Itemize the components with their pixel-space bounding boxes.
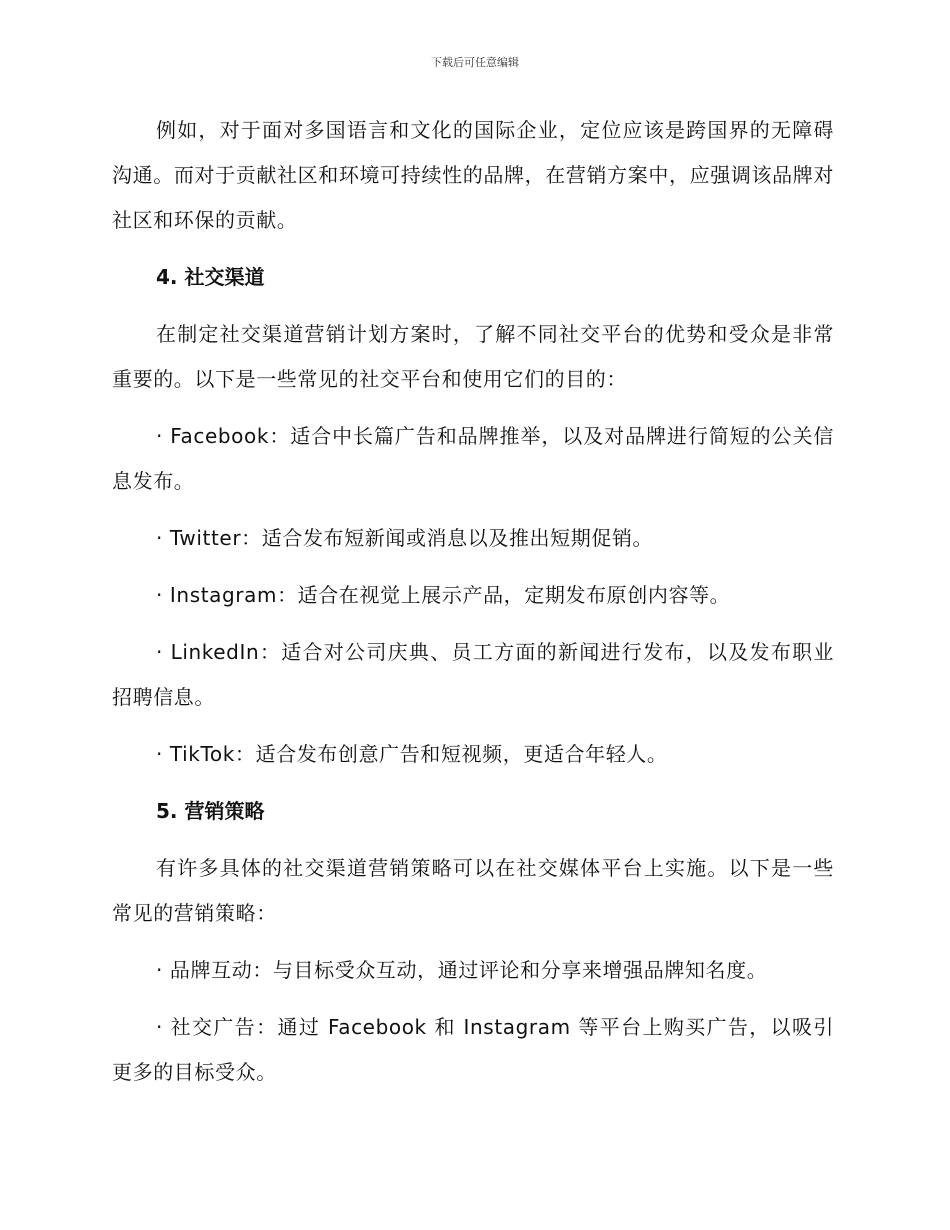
bullet-twitter: · Twitter：适合发布短新闻或消息以及推出短期促销。	[156, 526, 654, 550]
paragraph-social-channels-intro: 在制定社交渠道营销计划方案时，了解不同社交平台的优势和受众是非常重要的。以下是一些常见的社交平台和使用它们的目的：	[112, 322, 834, 391]
bullet-facebook: · Facebook：适合中长篇广告和品牌推举，以及对品牌进行简短的公关信息发布。	[112, 424, 834, 493]
bullet-brand-interaction: · 品牌互动：与目标受众互动，通过评论和分享来增强品牌知名度。	[156, 958, 768, 982]
page-header: 下载后可任意编辑	[431, 56, 519, 69]
paragraph-strategy-intro: 有许多具体的社交渠道营销策略可以在社交媒体平台上实施。以下是一些常见的营销策略：	[112, 856, 834, 925]
bullet-tiktok: · TikTok：适合发布创意广告和短视频，更适合年轻人。	[156, 742, 668, 766]
bullet-social-ads: · 社交广告：通过 Facebook 和 Instagram 等平台上购买广告，以吸引更多的目标受众。	[112, 1015, 834, 1084]
section-heading-social-channels: 4. 社交渠道	[156, 265, 265, 289]
bullet-instagram: · Instagram：适合在视觉上展示产品，定期发布原创内容等。	[156, 583, 731, 607]
section-heading-marketing-strategy: 5. 营销策略	[156, 799, 265, 823]
paragraph-localization-example: 例如，对于面对多国语言和文化的国际企业，定位应该是跨国界的无障碍沟通。而对于贡献社区和环境可持续性的品牌，在营销方案中，应强调该品牌对社区和环保的贡献。	[112, 118, 834, 232]
bullet-linkedin: · LinkedIn：适合对公司庆典、员工方面的新闻进行发布，以及发布职业招聘信息。	[112, 640, 834, 709]
document-body	[112, 108, 834, 1107]
